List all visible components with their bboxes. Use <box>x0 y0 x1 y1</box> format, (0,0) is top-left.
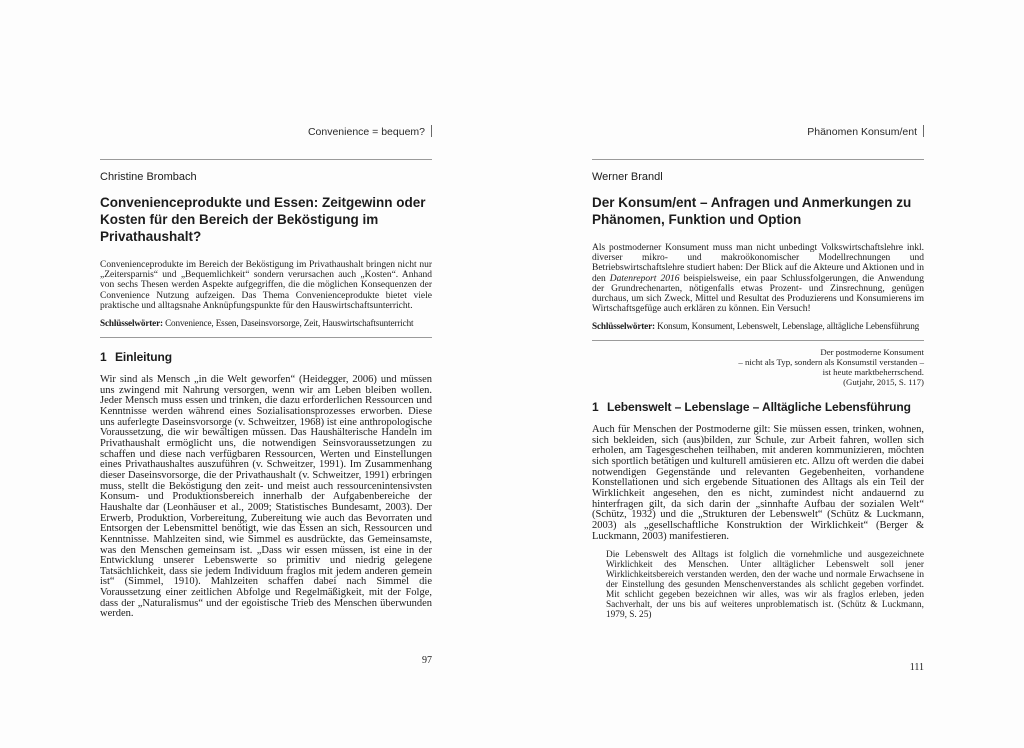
page-left <box>100 125 432 705</box>
body-paragraph: Wir sind als Mensch „in die Welt geworfen“ (Heidegger, 2006) und müssen uns zwingend mit Nahrung versorgen, wenn wir am Leben bleiben wollen. Jeder Mensch muss essen und trinken, die dazu erforderlichen Ressourcen und Kenntnisse werden während eines Sozialisationsprozesses erworben. Diese uns auferlegte Daseinsvorsorge (v. Schweitzer, 1968) ist eine anthropologische Voraussetzung, die wir bewältigen müssen. Das Haushälterische Handeln im Privathaushalt ermöglicht uns, die notwendigen Seinsvoraussetzungen zu schaffen und diese nach verfügbaren Ressourcen, Werten und Einstellungen eines Privathaushaltes auszuführen (v. Schweitzer, 1991). Im Zusammenhang dieser Daseinsvorsorge, die der Privathaushalt (v. Schweitzer, 1991) erbringen muss, stellt die Beköstigung den zeit- und meist auch ressourcenintensivsten Konsum- und Produktionsbereich innerhalb der Aufgabenbereiche der Haushalte dar (Leonhäuser et al., 2009; Statistisches Bundesamt, 2003). Der Erwerb, Produktion, Vorbereitung, Zubereitung wie auch das Bevorraten und Entsorgen der Lebensmittel benötigt, wie das Essen an sich, Ressourcen und Kenntnisse. Mahlzeiten sind, wie Simmel es ausdrückte, das Gemeinsamste, was den Menschen gemeinsam ist. „Dass wir essen müssen, ist eine in der Entwicklung unserer Lebenswerte so primitiv und niedrig gelegene Tatsächlichkeit, dass sie jedem Individuum fraglos mit jedem anderen gemein ist“ (Simmel, 1910). Mahlzeiten schaffen dabei nach Simmel die Voraussetzung einer zeitlichen Abfolge und Regelmäßigkeit, mit der Folge, dass der „Naturalismus“ und der egoistische Trieb des Menschen überwunden werden. <box>100 374 432 620</box>
abstract-segment: beispielsweise, ein paar Schlussfolgerungen, die Anwendung der Grundrechenarten, nötigenfalls etwas Prozent- und Zinsrechnung, genügen durchaus, um sich Zweck, Mittel und Resultat des Produzierens und Konsumierens im Wirtschaftsgefüge auch erklären zu können. Ein Versuch! <box>592 273 924 315</box>
epigraph-line: Der postmoderne Konsument <box>820 347 924 358</box>
abstract-segment: Als postmoderner Konsument muss man nicht unbedingt Volkswirtschaftslehre inkl. diverser mikro- und makroökonomischer Modellrechnungen und Betriebswirtschaftslehre studiert haben: Der Blick auf die Akteure und Aktionen und in den <box>592 243 924 284</box>
section-number: 1 <box>592 400 599 415</box>
keywords <box>100 318 432 328</box>
section-number: 1 <box>100 350 107 365</box>
running-head-text: Convenience = bequem? <box>307 126 425 138</box>
page-number: 97 <box>422 655 432 666</box>
keywords-rule <box>100 337 432 338</box>
section-title: Einleitung <box>115 350 172 365</box>
running-head-text: Phänomen Konsum/ent <box>807 126 917 138</box>
abstract-text <box>592 243 924 314</box>
running-head <box>592 125 924 138</box>
page-right <box>592 125 924 705</box>
running-head <box>100 125 432 138</box>
keywords-label: Schlüsselwörter: <box>100 318 163 329</box>
section-heading <box>592 400 924 414</box>
section-title: Lebenswelt – Lebenslage – Alltägliche Lebensführung <box>607 400 911 415</box>
epigraph-line: ist heute marktbeherrschend. <box>822 367 924 378</box>
running-head-divider <box>431 125 432 137</box>
keywords-list: Konsum, Konsument, Lebenswelt, Lebenslage, alltägliche Lebensführung <box>654 321 920 332</box>
paper-title: Der Konsum/ent – Anfragen und Anmerkungen zu Phänomen, Funktion und Option <box>592 195 912 227</box>
keywords-list: Convenience, Essen, Daseinsvorsorge, Zeit, Hauswirtschaftsunterricht <box>162 318 414 329</box>
abstract-italic-segment: Datenreport 2016 <box>609 273 680 284</box>
header-rule <box>100 159 432 160</box>
paper-title: Convenienceprodukte und Essen: Zeitgewinn oder Kosten für den Bereich der Beköstigung im Privathaushalt? <box>100 195 426 244</box>
header-rule <box>592 159 924 160</box>
block-quote: Die Lebenswelt des Alltags ist folglich die vornehmliche und ausgezeichnete Wirklichkeit des Menschen. Unter alltäglicher Lebenswelt soll jener Wirklichkeitsbereich verstanden werden, den der wache und normale Erwachsene in der Einstellung des gesunden Menschenverstandes als schlicht gegeben vorfindet. Mit schlicht gegeben bezeichnen wir alles, was wir als fraglos erleben, jeden Sachverhalt, der uns bis auf weiteres unproblematisch ist. (Schütz & Luckmann, 1979, S. 25) <box>606 550 924 621</box>
epigraph-line: – nicht als Typ, sondern als Konsumstil verstanden – <box>738 357 924 368</box>
body-paragraph: Auch für Menschen der Postmoderne gilt: Sie müssen essen, trinken, wohnen, sich bekleiden, sich (aus)bilden, zur Schule, zur Arbeit fahren, wollen sich erholen, am Tagesgeschehen teilhaben, mit anderen kommunizieren, möchten sich sportlich betätigen und kulturell amüsieren etc. Allzu oft werden die dabei notwendigen Gegenstände und relevanten Gegebenheiten, vorhandene Konstellationen und sich ergebende Situationen des Alltags als ein Teil der Wirklichkeit angesehen, den es nicht, zumindest nicht andauernd zu hinterfragen gilt, da sich darin der „sinnhafte Aufbau der sozialen Welt“ (Schütz, 1932) und die „Strukturen der Lebenswelt“ (Schütz & Luckmann, 2003) als „gesellschaftliche Konstruktion der Wirklichkeit“ (Berger & Luckmann, 2003) manifestieren. <box>592 424 924 542</box>
epigraph-line: (Gutjahr, 2015, S. 117) <box>843 377 924 388</box>
keywords <box>592 321 924 331</box>
section-heading <box>100 350 432 364</box>
page-number: 111 <box>909 662 924 673</box>
keywords-rule <box>592 340 924 341</box>
author-name: Christine Brombach <box>100 171 197 183</box>
running-head-divider <box>923 125 924 137</box>
abstract-text: Convenienceprodukte im Bereich der Beköstigung im Privathaushalt bringen nicht nur „Zeitersparnis“ und „Bequemlichkeit“ sondern verursachen auch „Kosten“. Anhand von sechs Thesen werden Aspekte aufgegriffen, die die möglichen Konsequenzen der Convenience Nutzung aufzeigen. Das Thema Convenienceprodukte bietet viele praktische und alltagsnahe Anknüpfungspunkte für den Hauswirtschaftsunterricht. <box>100 260 432 311</box>
keywords-label: Schlüsselwörter: <box>592 321 655 332</box>
epigraph <box>592 348 924 388</box>
author-name: Werner Brandl <box>592 171 663 183</box>
